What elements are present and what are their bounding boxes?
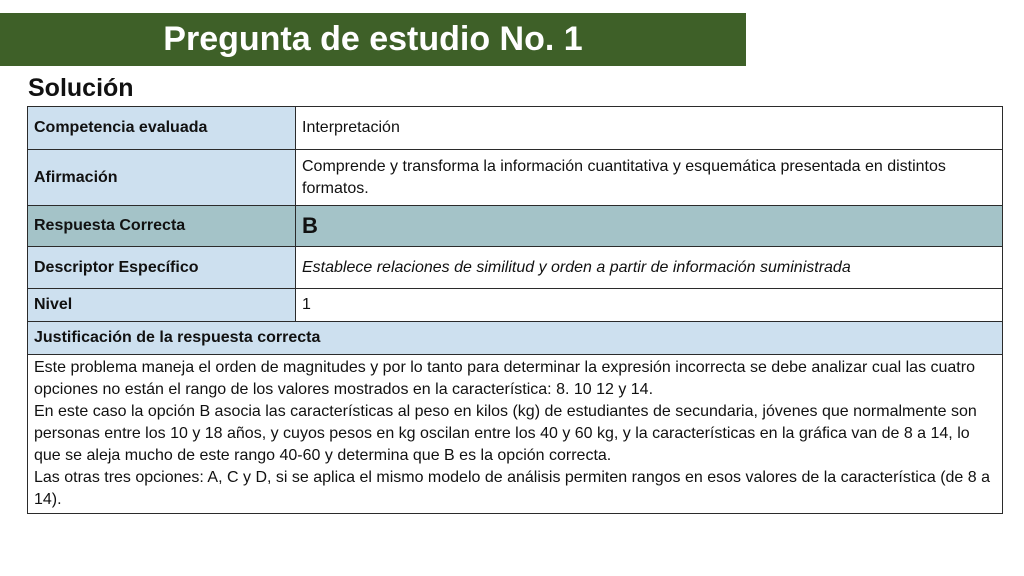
title-banner	[0, 13, 746, 66]
afirmacion-label: Afirmación	[28, 150, 296, 206]
table-row	[28, 289, 1003, 322]
table-row	[28, 206, 1003, 247]
page-title: Pregunta de estudio No. 1	[163, 20, 583, 58]
competencia-value: Interpretación	[296, 107, 1003, 150]
descriptor-value: Establece relaciones de similitud y orden a partir de información suministrada	[296, 247, 1003, 289]
afirmacion-value: Comprende y transforma la información cuantitativa y esquemática presentada en distintos formatos.	[296, 150, 1003, 206]
nivel-value: 1	[296, 289, 1003, 322]
justificacion-paragraph-1: Este problema maneja el orden de magnitudes y por lo tanto para determinar la expresión incorrecta se debe analizar cual las cuatro opciones no están el rango de los valores mostrados en la característica: 8. 10 12 y 14.	[34, 359, 975, 398]
respuesta-label: Respuesta Correcta	[28, 206, 296, 247]
section-subtitle: Solución	[28, 74, 134, 102]
table-row	[28, 150, 1003, 206]
table-row	[28, 355, 1003, 514]
justificacion-paragraph-3: Las otras tres opciones: A, C y D, si se aplica el mismo modelo de análisis permiten rangos en esos valores de la característica (de 8 a 14).	[34, 469, 991, 508]
descriptor-label: Descriptor Específico	[28, 247, 296, 289]
justificacion-body	[28, 355, 1003, 514]
table-row	[28, 247, 1003, 289]
nivel-label: Nivel	[28, 289, 296, 322]
justificacion-paragraph-2: En este caso la opción B asocia las características al peso en kilos (kg) de estudiantes de secundaria, jóvenes que normalmente son personas entre los 10 y 18 años, y cuyos pesos en kg oscilan entre los 40 y 60 kg, y la características en la gráfica van de 8 a 14, lo que se aleja mucho de este rango 40-60 y determina que B es la opción correcta.	[34, 403, 977, 464]
competencia-label: Competencia evaluada	[28, 107, 296, 150]
table-row	[28, 322, 1003, 355]
respuesta-value: B	[296, 206, 1003, 247]
justificacion-label: Justificación de la respuesta correcta	[28, 322, 1003, 355]
table-row	[28, 107, 1003, 150]
solution-table	[27, 106, 1003, 514]
